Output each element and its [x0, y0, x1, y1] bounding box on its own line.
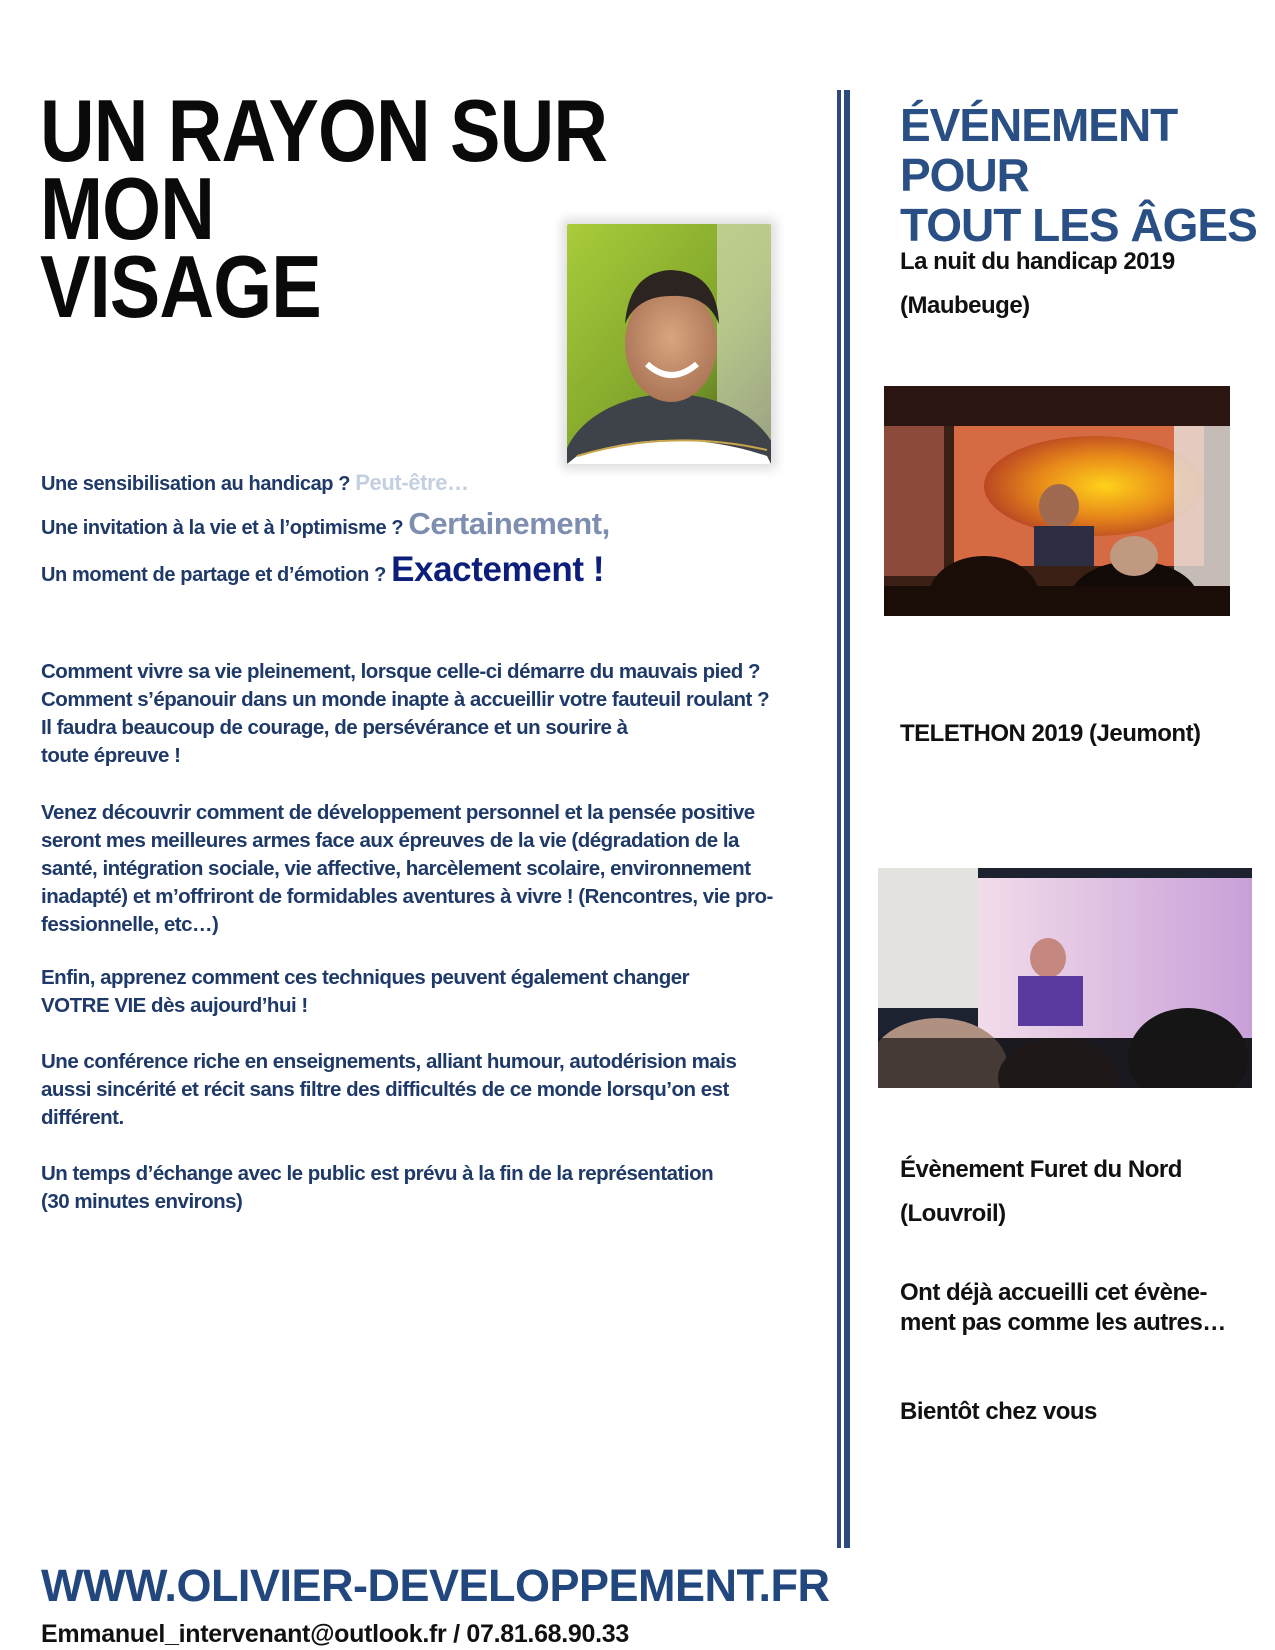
- event-nuit-handicap: La nuit du handicap 2019 (Maubeuge): [900, 248, 1175, 319]
- tagline-question: Une sensibilisation au handicap ?: [41, 473, 351, 495]
- tagline-question: Une invitation à la vie et à l’optimisme ?: [41, 517, 404, 539]
- event-furet-du-nord: Évènement Furet du Nord (Louvroil): [900, 1156, 1182, 1227]
- tagline-2: [41, 506, 610, 542]
- paragraph-change: Enfin, apprenez comment ces techniques peuvent également changer VOTRE VIE dès aujourd’hui !: [41, 966, 690, 1017]
- event-photo-conference: [878, 868, 1252, 1088]
- tagline-1: [41, 470, 469, 496]
- paragraph-conference: Une conférence riche en enseignements, alliant humour, autodérision mais aussi sincérité et récit sans filtre des difficultés de ce monde lorsqu’on est différent.: [41, 1050, 737, 1129]
- column-divider: [837, 90, 841, 1548]
- hosted-note: Ont déjà accueilli cet évène- ment pas comme les autres…: [900, 1279, 1226, 1336]
- tagline-question: Un moment de partage et d’émotion ?: [41, 564, 386, 586]
- portrait-photo: [567, 224, 771, 464]
- website-link[interactable]: WWW.OLIVIER-DEVELOPPEMENT.FR: [41, 1560, 830, 1611]
- tagline-answer: Exactement !: [391, 550, 605, 589]
- contact-info[interactable]: Emmanuel_intervenant@outlook.fr / 07.81.68.90.33: [41, 1620, 629, 1648]
- event-photo-stage: [884, 386, 1230, 616]
- coming-soon: Bientôt chez vous: [900, 1398, 1097, 1425]
- portrait-image: [567, 224, 771, 464]
- tagline-3: [41, 550, 604, 590]
- sidebar-heading: ÉVÉNEMENT POUR TOUT LES ÂGES: [900, 99, 1257, 251]
- paragraph-discover: Venez découvrir comment de développement personnel et la pensée positive seront mes meilleures armes face aux épreuves de la vie (dégradation de la santé, intégration sociale, vie affective, harcèlement scolaire, environnement inadapté) et m’offriront de formidables aventures à vivre ! (Rencontres, vie pro- fessionnelle, etc…): [41, 801, 773, 936]
- column-divider: [844, 90, 850, 1548]
- event-telethon: TELETHON 2019 (Jeumont): [900, 720, 1201, 747]
- poster-title: UN RAYON SUR MON VISAGE: [40, 81, 608, 336]
- paragraph-exchange: Un temps d’échange avec le public est prévu à la fin de la représentation (30 minutes environs): [41, 1162, 714, 1213]
- tagline-answer: Certainement,: [408, 506, 610, 541]
- paragraph-intro: Comment vivre sa vie pleinement, lorsque celle-ci démarre du mauvais pied ? Comment s’épanouir dans un monde inapte à accueillir votre fauteuil roulant ? Il faudra beaucoup de courage, de persévérance et un sourire à toute épreuve !: [41, 660, 770, 767]
- tagline-answer: Peut-être…: [355, 470, 469, 495]
